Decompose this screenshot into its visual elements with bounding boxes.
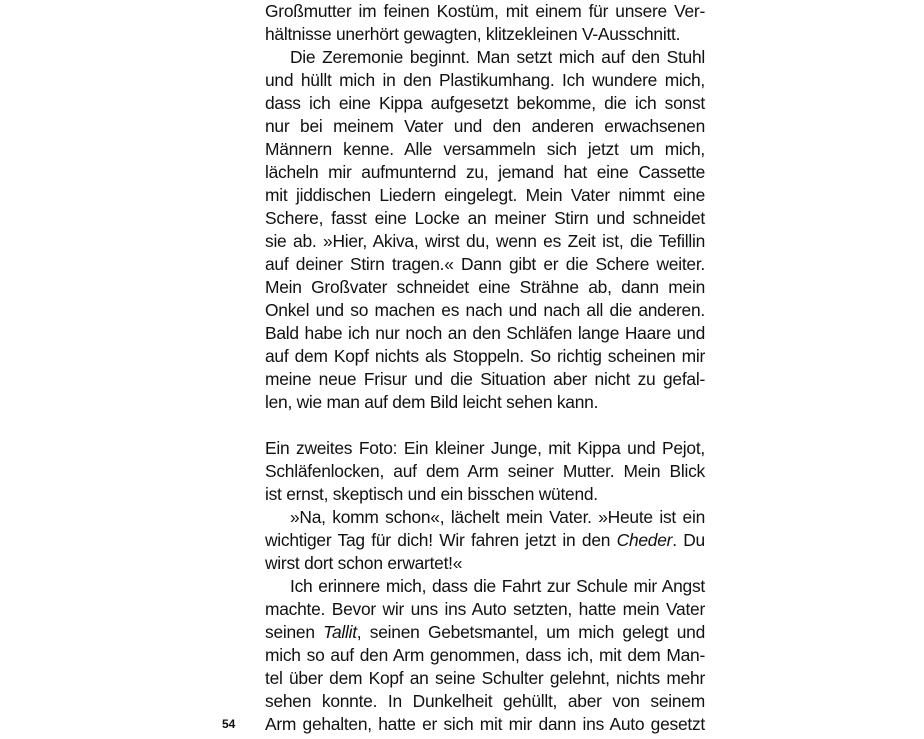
text-line: sie ab. »Hier, Akiva, wirst du, wenn es Zeit ist, die Tefillin xyxy=(265,231,705,251)
text-line: Großmutter im feinen Kostüm, mit einem für unsere Ver- xyxy=(265,1,705,21)
text-line: meine neue Frisur und die Situation aber nicht zu gefal- xyxy=(265,369,705,389)
text-line: dass ich eine Kippa aufgesetzt bekomme, die ich sonst xyxy=(265,93,705,113)
paragraph xyxy=(265,506,705,575)
text-line: tel über dem Kopf an seine Schulter gelehnt, nichts mehr xyxy=(265,668,705,688)
text-line xyxy=(265,529,705,552)
text-line: auf dem Kopf nichts als Stoppeln. So richtig scheinen mir xyxy=(265,346,705,366)
text-line: Männern kenne. Alle versammeln sich jetzt um mich, xyxy=(265,139,705,159)
emphasized-term: Tallit xyxy=(323,622,357,642)
text-line: lächeln mir aufmunternd zu, jemand hat eine Cassette xyxy=(265,162,705,182)
paragraph xyxy=(265,437,705,506)
text-line: Bald habe ich nur noch an den Schläfen lange Haare und xyxy=(265,323,705,343)
line-text: . Du xyxy=(672,530,705,550)
paragraph xyxy=(265,575,705,736)
text-line: machte. Bevor wir uns ins Auto setzten, hatte mein Vater xyxy=(265,599,705,619)
text-line: Die Zeremonie beginnt. Man setzt mich auf den Stuhl xyxy=(290,47,705,67)
text-line: Arm gehalten, hatte er sich mit mir dann ins Auto gesetzt xyxy=(265,714,705,734)
line-text: , seinen Gebetsmantel, um mich gelegt und xyxy=(356,622,705,642)
text-line: len, wie man auf dem Bild leicht sehen kann. xyxy=(265,392,599,412)
paragraph xyxy=(265,0,705,46)
text-line: sehen konnte. In Dunkelheit gehüllt, aber von seinem xyxy=(265,691,705,711)
paragraph xyxy=(265,46,705,414)
text-line: auf deiner Stirn tragen.« Dann gibt er die Schere weiter. xyxy=(265,254,705,274)
text-line: mich so auf den Arm genommen, dass ich, mit dem Man- xyxy=(265,645,705,665)
text-line: Ich erinnere mich, dass die Fahrt zur Schule mir Angst xyxy=(290,576,705,596)
text-line: nur bei meinem Vater und den anderen erwachsenen xyxy=(265,116,705,136)
text-line: Schere, fasst eine Locke an meiner Stirn und schneidet xyxy=(265,208,705,228)
text-line xyxy=(265,621,705,644)
text-line: und hüllt mich in den Plastikumhang. Ich wundere mich, xyxy=(265,70,705,90)
page-number: 54 xyxy=(222,717,236,731)
emphasized-term: Cheder xyxy=(616,530,673,550)
text-line: Schläfenlocken, auf dem Arm seiner Mutter. Mein Blick xyxy=(265,461,705,481)
paragraph-gap xyxy=(265,414,705,437)
line-text: seinen xyxy=(265,622,324,642)
text-line: mit jiddischen Liedern eingelegt. Mein Vater nimmt eine xyxy=(265,185,705,205)
line-text: wichtiger Tag für dich! Wir fahren jetzt in den xyxy=(265,530,617,550)
text-line: Onkel und so machen es nach und nach all die anderen. xyxy=(265,300,705,320)
text-line: hältnisse unerhört gewagten, klitzekleinen V-Ausschnitt. xyxy=(265,24,681,44)
text-line: »Na, komm schon«, lächelt mein Vater. »Heute ist ein xyxy=(290,507,705,527)
text-line: Ein zweites Foto: Ein kleiner Junge, mit Kippa und Pejot, xyxy=(265,438,705,458)
text-line: Mein Großvater schneidet eine Strähne ab, dann mein xyxy=(265,277,705,297)
text-line: wirst dort schon erwartet!« xyxy=(265,553,463,573)
text-line: ist ernst, skeptisch und ein bisschen wütend. xyxy=(265,484,598,504)
body-text xyxy=(265,0,705,736)
